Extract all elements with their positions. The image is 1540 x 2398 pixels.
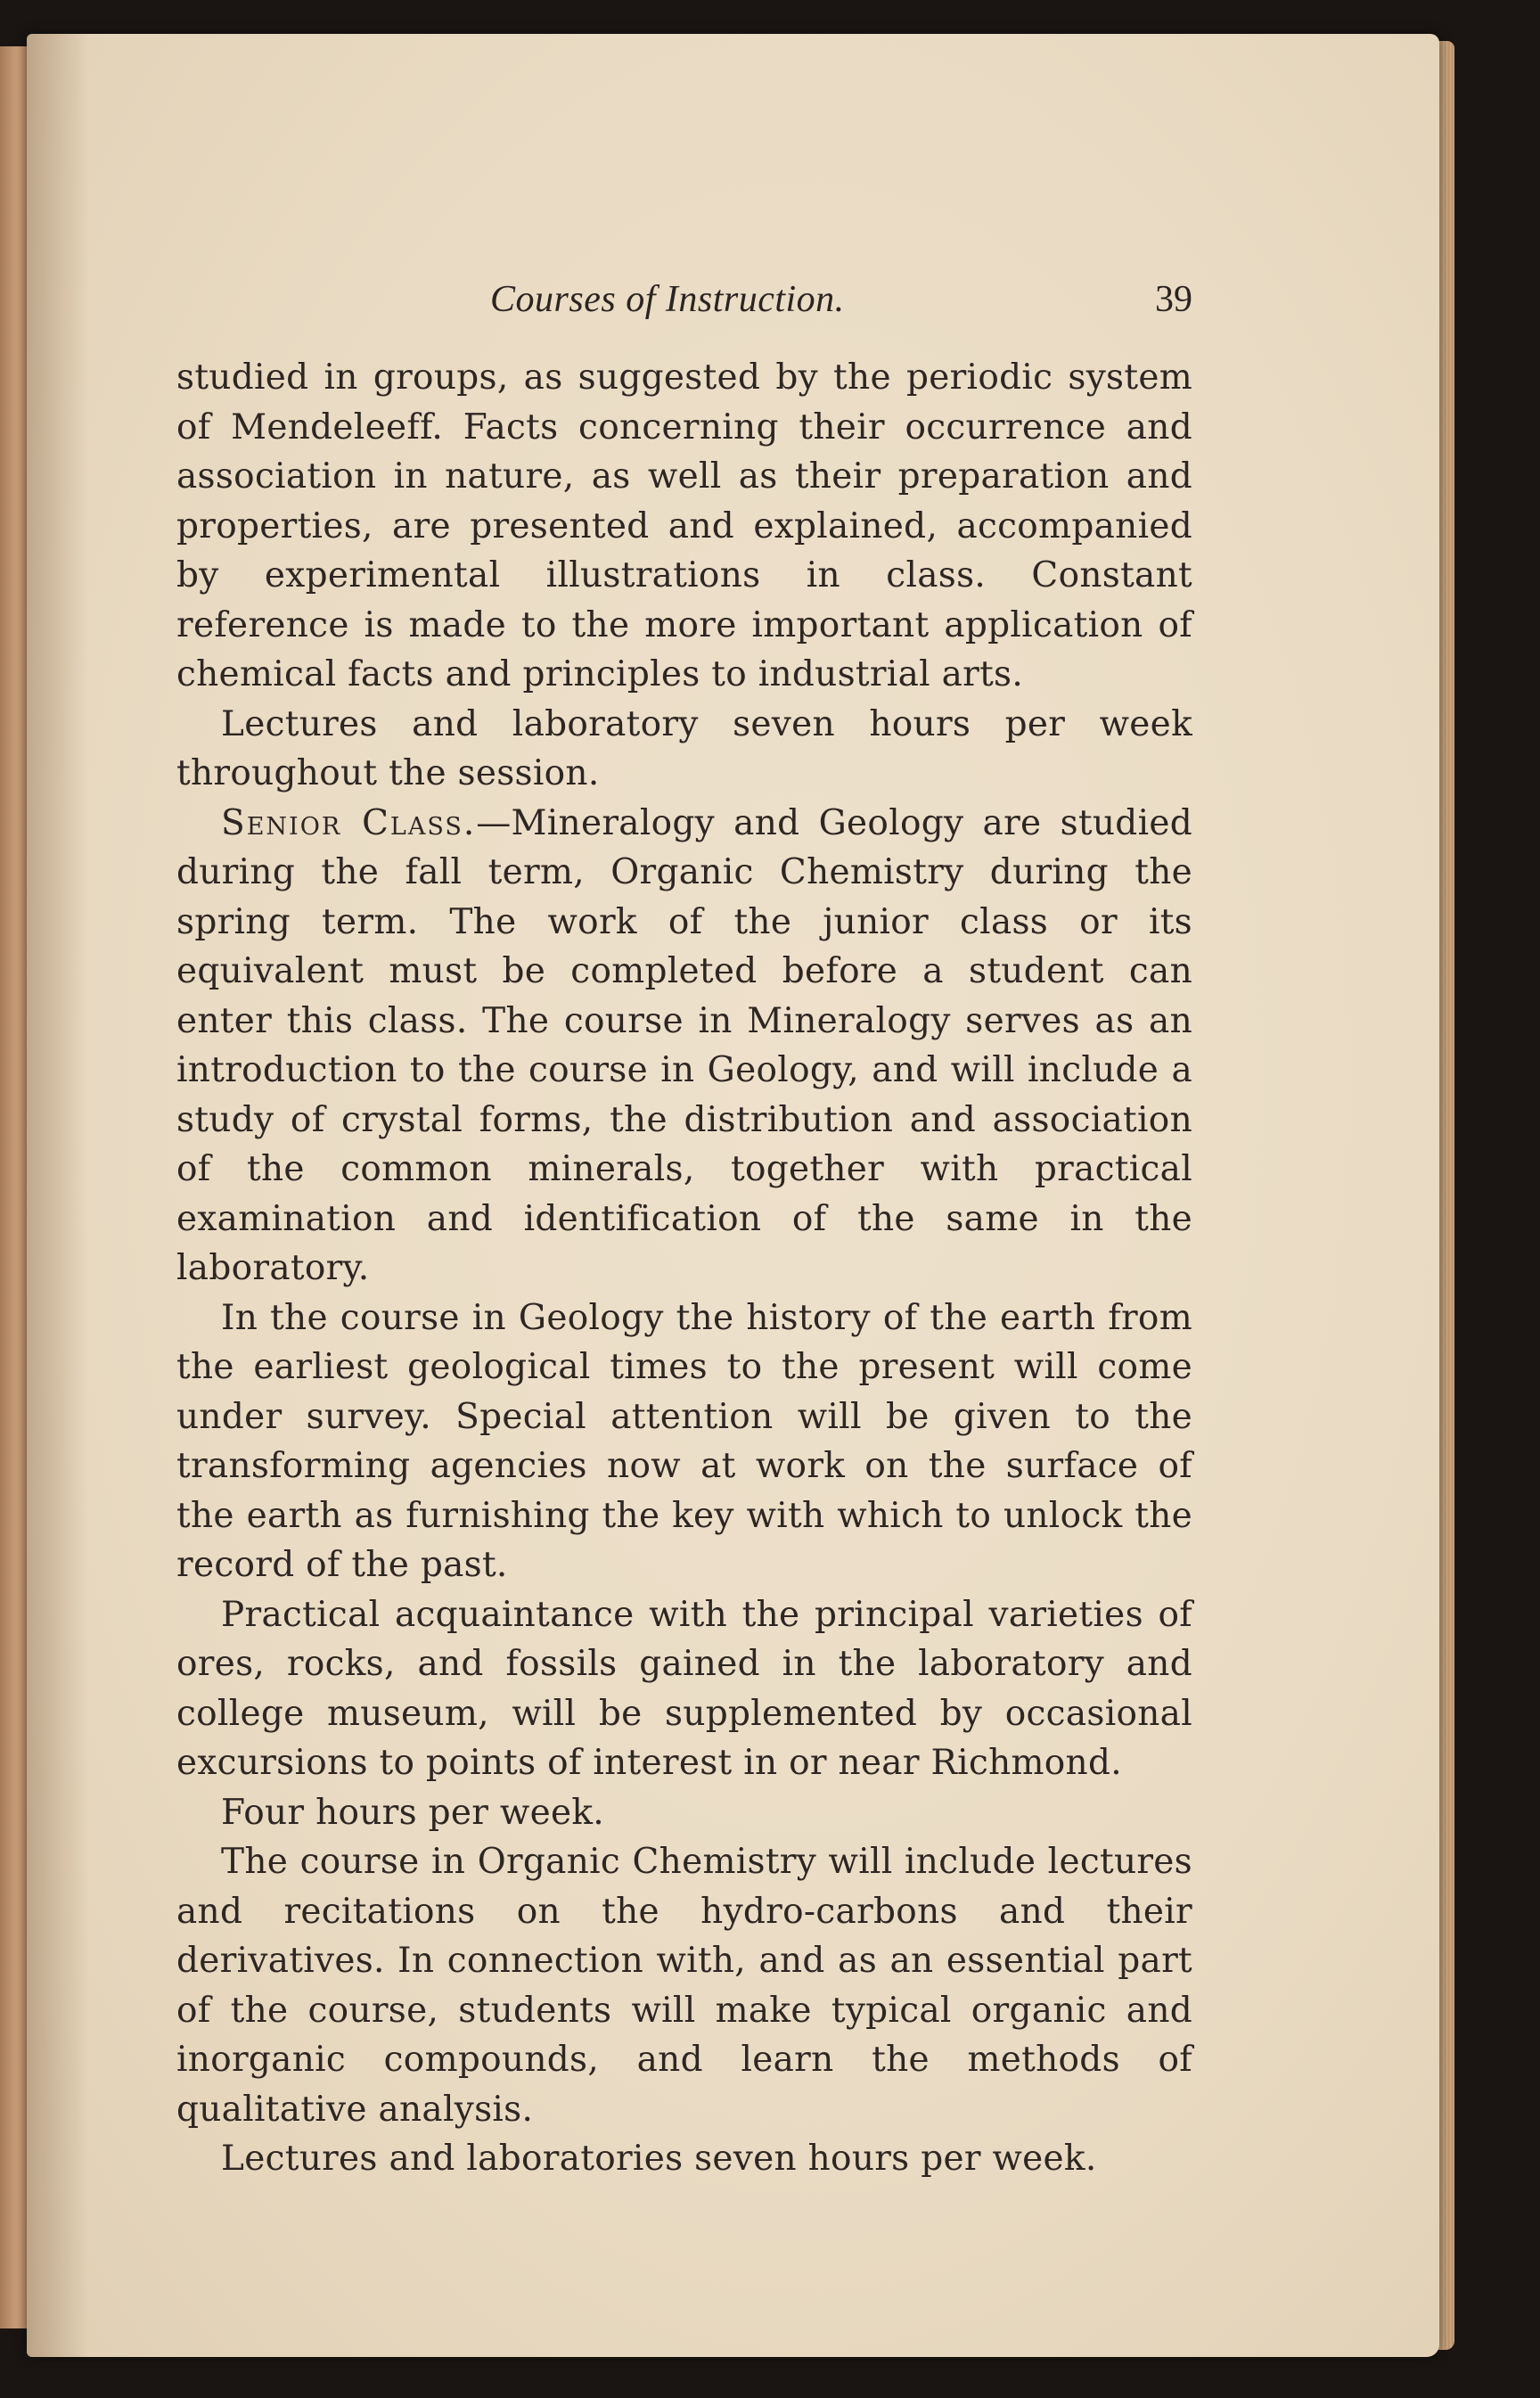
paragraph-7: The course in Organic Chemistry will include lectures and recitations on the hydro-carbons and their derivatives. In connection with, and as an essential part of the course, students will make typical organic and inorganic compounds, and learn the methods of qualitative analysis.: [176, 1842, 1192, 2130]
paragraph-3: [176, 799, 1192, 1293]
paragraph-3-text: —Mineralogy and Geology are studied during the fall term, Organic Chemistry during the spring term. The work of the junior class or its equivalent must be completed before a student can enter this class. The course in Mineralogy serves as an introduction to the course in Geology, and will include a study of crystal forms, the distribution and association of the common minerals, together with practical examination and identification of the same in the laboratory.: [176, 802, 1192, 1288]
running-head: Courses of Instruction.: [490, 279, 845, 320]
section-lead: Senior Class.: [221, 802, 477, 843]
page-header: [175, 278, 1192, 332]
paragraph-1: studied in groups, as suggested by the periodic system of Mendeleeff. Facts concerning their occurrence and association in nature, as well as their preparation and properties, are presented and explained, accompanied by experimental illustrations in class. Constant reference is made to the more important application of chemical facts and principles to industrial arts.: [176, 357, 1192, 694]
paragraph-5: Practical acquaintance with the principal varieties of ores, rocks, and fossils gained in the laboratory and college museum, will be supplemented by occasional excursions to points of interest in or near Richmond.: [176, 1594, 1192, 1783]
paragraph-8: Lectures and laboratories seven hours per week.: [221, 2139, 1097, 2179]
paragraph-2: Lectures and laboratory seven hours per week throughout the session.: [176, 703, 1192, 793]
page-gutter-shadow: [27, 34, 89, 2357]
page-body: [176, 353, 1192, 2184]
page-number: 39: [1155, 279, 1192, 320]
paragraph-4: In the course in Geology the history of the earth from the earliest geological times to the present will come under survey. Special attention will be given to the transforming agencies now at work on the surface of the earth as furnishing the key with which to unlock the record of the past.: [176, 1297, 1192, 1585]
paragraph-6: Four hours per week.: [221, 1792, 604, 1833]
